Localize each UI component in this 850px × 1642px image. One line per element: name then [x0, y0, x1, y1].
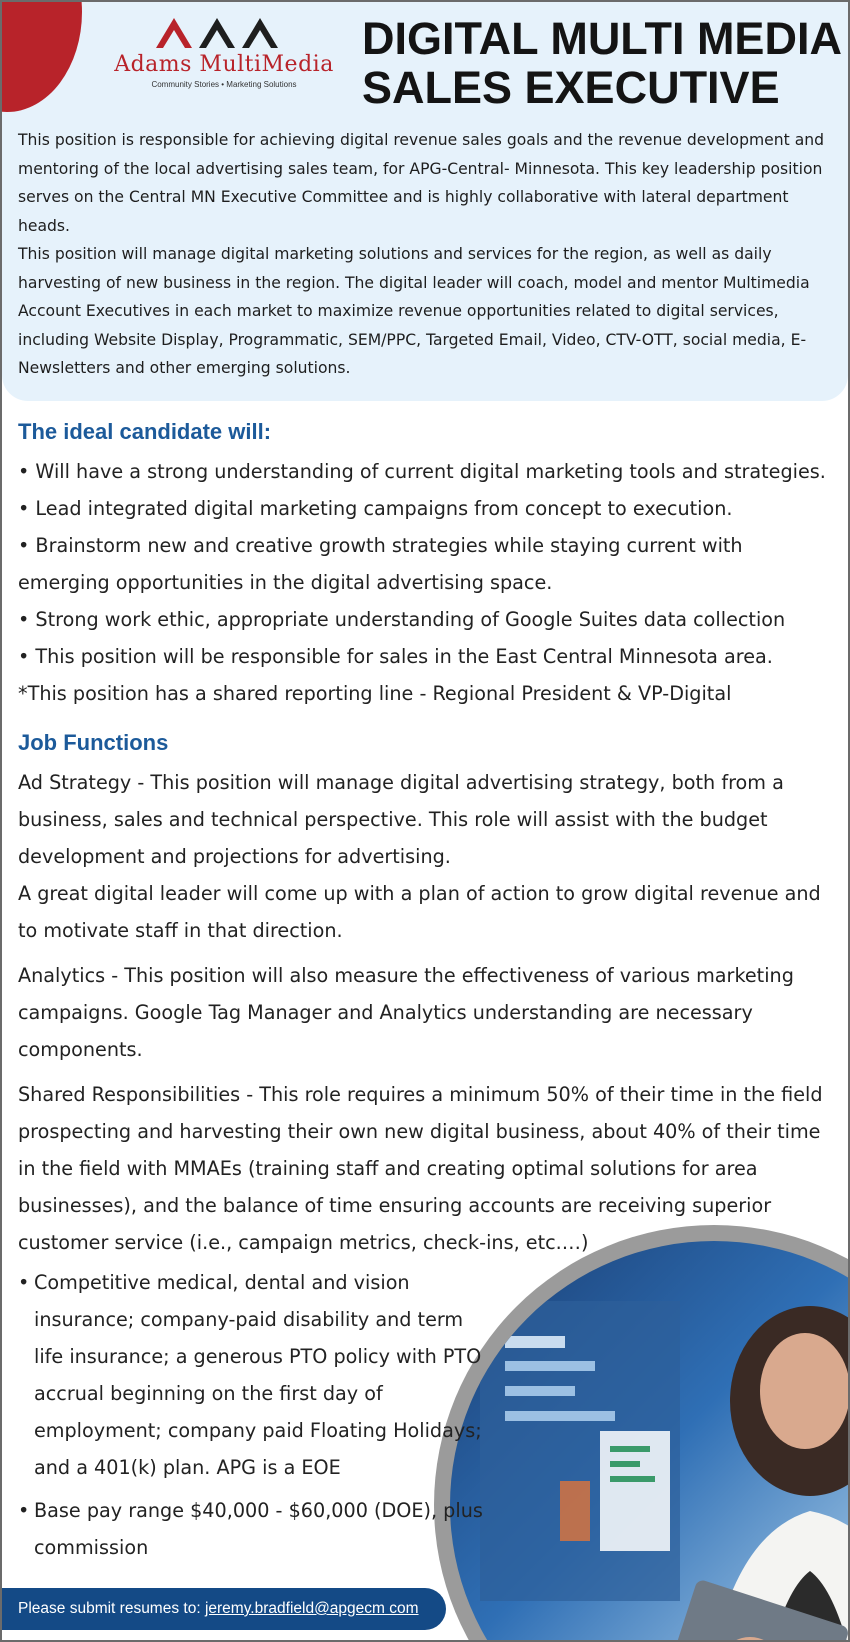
ideal-candidate-list — [18, 453, 832, 675]
bullet-icon: • — [18, 1271, 30, 1294]
function-paragraph: Ad Strategy - This position will manage digital advertising strategy, both from a business, sales and technical perspective. This role will assist with the budget development and projections for advertising. — [18, 770, 784, 868]
job-functions-heading: Job Functions — [18, 729, 169, 755]
submit-resume-bar — [2, 1588, 446, 1630]
company-logo — [102, 16, 346, 89]
email-link[interactable]: jeremy.bradfield@apgecm com — [204, 1600, 419, 1617]
function-paragraph: Analytics - This position will also measure the effectiveness of various marketing campaigns. Google Tag Manager and Analytics understanding are necessary components. — [18, 963, 794, 1061]
ideal-candidate-heading: The ideal candidate will: — [18, 418, 272, 444]
job-functions-section — [2, 730, 848, 1261]
list-item: • This position will be responsible for sales in the East Central Minnesota area. — [18, 644, 773, 668]
woman-with-tablet-photo — [450, 1241, 850, 1642]
intro-paragraph: This position is responsible for achieving digital revenue sales goals and the revenue development and mentoring of the local advertising sales team, for APG-Central- Minnesota. This key leadership position serves on the Central MN Executive Committee and is highly collaborative with lateral department heads. — [18, 131, 825, 235]
title-line-1: DIGITAL MULTI MEDIA — [362, 13, 842, 64]
photo-illustration-icon — [450, 1241, 850, 1642]
header-panel — [2, 2, 848, 401]
benefit-text: Base pay range $40,000 - $60,000 (DOE), plus commission — [34, 1499, 483, 1559]
ideal-candidate-section — [2, 419, 848, 712]
title-line-2: SALES EXECUTIVE — [362, 62, 780, 113]
bullet-icon: • — [18, 1499, 30, 1522]
list-item: • Strong work ethic, appropriate understanding of Google Suites data collection — [18, 607, 786, 631]
intro-paragraph: This position will manage digital marketing solutions and services for the region, as well as daily harvesting of new business in the region. The digital leader will coach, model and mentor Multimedia Account Executives in each market to maximize revenue opportunities related to digital services, including Website Display, Programmatic, SEM/PPC, Targeted Email, Video, CTV-OTT, social media, E-Newsletters and other emerging solutions. — [18, 245, 810, 377]
benefit-text: Competitive medical, dental and vision insurance; company-paid disability and term life insurance; a generous PTO policy with PTO accrual beginning on the first day of employment; company paid Floating Holidays; and a 401(k) plan. APG is a EOE — [34, 1271, 482, 1479]
function-paragraph: A great digital leader will come up with a plan of action to grow digital revenue and to motivate staff in that direction. — [18, 881, 821, 942]
list-item — [18, 1264, 488, 1486]
submit-prefix: Please submit resumes to: — [18, 1600, 201, 1617]
page-title — [362, 14, 842, 112]
reporting-note: *This position has a shared reporting line - Regional President & VP-Digital — [18, 681, 732, 705]
triangles-logo-icon — [154, 16, 294, 50]
function-paragraph: Shared Responsibilities - This role requires a minimum 50% of their time in the field prospecting and harvesting their own new digital business, about 40% of their time in the field with MMAEs (training staff and creating optimal solutions for area businesses), and the balance of time ensuring accounts are receiving superior customer service (i.e., campaign metrics, check-ins, etc.…) — [18, 1082, 823, 1254]
logo-name: Adams MultiMedia — [114, 52, 334, 77]
list-item: • Lead integrated digital marketing campaigns from concept to execution. — [18, 496, 733, 520]
logo-tagline: Community Stories • Marketing Solutions — [151, 80, 297, 89]
list-item — [18, 1492, 488, 1566]
list-item: • Brainstorm new and creative growth strategies while staying current with emerging opportunities in the digital advertising space. — [18, 533, 743, 594]
list-item: • Will have a strong understanding of current digital marketing tools and strategies. — [18, 459, 826, 483]
benefits-list — [18, 1264, 488, 1572]
